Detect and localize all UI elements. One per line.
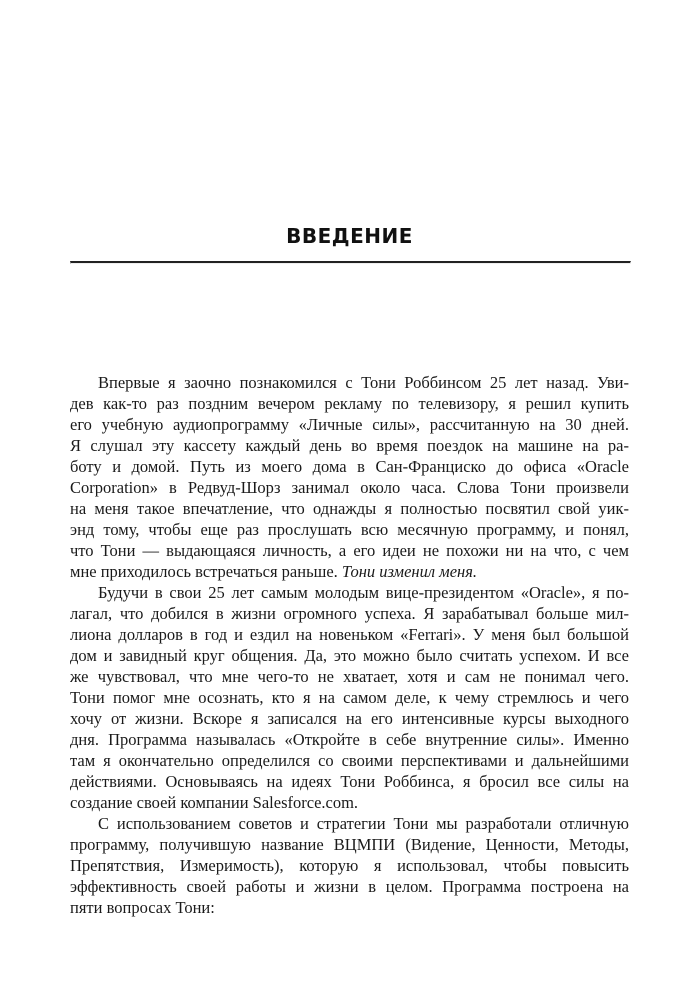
paragraph-line: дом и завидный круг общения. Да, это можно было считать успехом. И все [70, 646, 629, 665]
paragraph-line: на меня такое впечатление, что однажды я полностью посвятил свой уик- [70, 499, 629, 518]
paragraph-line: энд тому, чтобы еще раз прослушать всю месячную программу, и понял, [70, 520, 629, 539]
paragraph-line: создание своей компании Salesforce.com. [70, 793, 359, 812]
body-text [70, 372, 629, 918]
paragraph-line: Будучи в свои 25 лет самым молодым вице-президентом «Oracle», я по- [98, 583, 629, 602]
paragraph-line: что Тони — выдающаяся личность, а его идеи не похожи ни на что, с чем [70, 541, 629, 560]
paragraph-line: программу, получившую название ВЦМПИ (Видение, Ценности, Методы, [70, 835, 629, 854]
paragraph-line: эффективность своей работы и жизни в целом. Программа построена на [70, 877, 629, 896]
paragraph-line: Corporation» в Редвуд-Шорз занимал около часа. Слова Тони произвели [70, 478, 629, 497]
chapter-title: ВВЕДЕНИЕ [286, 224, 413, 248]
paragraph-line: хочу от жизни. Вскоре я записался на его интенсивные курсы выходного [70, 709, 629, 728]
paragraph-line: Я слушал эту кассету каждый день во время поездок на машине на ра- [70, 436, 629, 455]
paragraph-line: пяти вопросах Тони: [70, 898, 215, 917]
paragraph-3 [70, 813, 629, 918]
paragraph-text: мне приходилось встречаться раньше. [70, 562, 338, 581]
paragraph-line: дев как-то раз поздним вечером рекламу по телевизору, я решил купить [70, 394, 629, 413]
paragraph-line: его учебную аудиопрограмму «Личные силы», рассчитанную на 30 дней. [70, 415, 629, 434]
paragraph-line: дня. Программа называлась «Откройте в себе внутренние силы». Именно [70, 730, 629, 749]
paragraph-1 [70, 372, 629, 582]
paragraph-line: Впервые я заочно познакомился с Тони Роббинсом 25 лет назад. Уви- [98, 373, 629, 392]
paragraph-line: боту и домой. Путь из моего дома в Сан-Франциско до офиса «Oracle [70, 457, 629, 476]
paragraph-line: же чувствовал, что мне чего-то не хватает, хотя и сам не понимал чего. [70, 667, 629, 686]
paragraph-line: действиями. Основываясь на идеях Тони Роббинса, я бросил все силы на [70, 772, 629, 791]
paragraph-last-line [70, 561, 629, 582]
paragraph-line: там я окончательно определился со своими перспективами и дальнейшими [70, 751, 629, 770]
paragraph-line: лиона долларов в год и ездил на новеньком «Ferrari». У меня был большой [70, 625, 629, 644]
title-rule [70, 261, 631, 264]
paragraph-line: С использованием советов и стратегии Тони мы разработали отличную [98, 814, 629, 833]
paragraph-line: Тони помог мне осознать, кто я на самом деле, к чему стремлюсь и чего [70, 688, 629, 707]
paragraph-line: Препятствия, Измеримость), которую я использовал, чтобы повысить [70, 856, 629, 875]
paragraph-2 [70, 582, 629, 813]
italic-emphasis: Тони изменил меня. [341, 562, 478, 581]
paragraph-line: лагал, что добился в жизни огромного успеха. Я зарабатывал больше мил- [70, 604, 629, 623]
